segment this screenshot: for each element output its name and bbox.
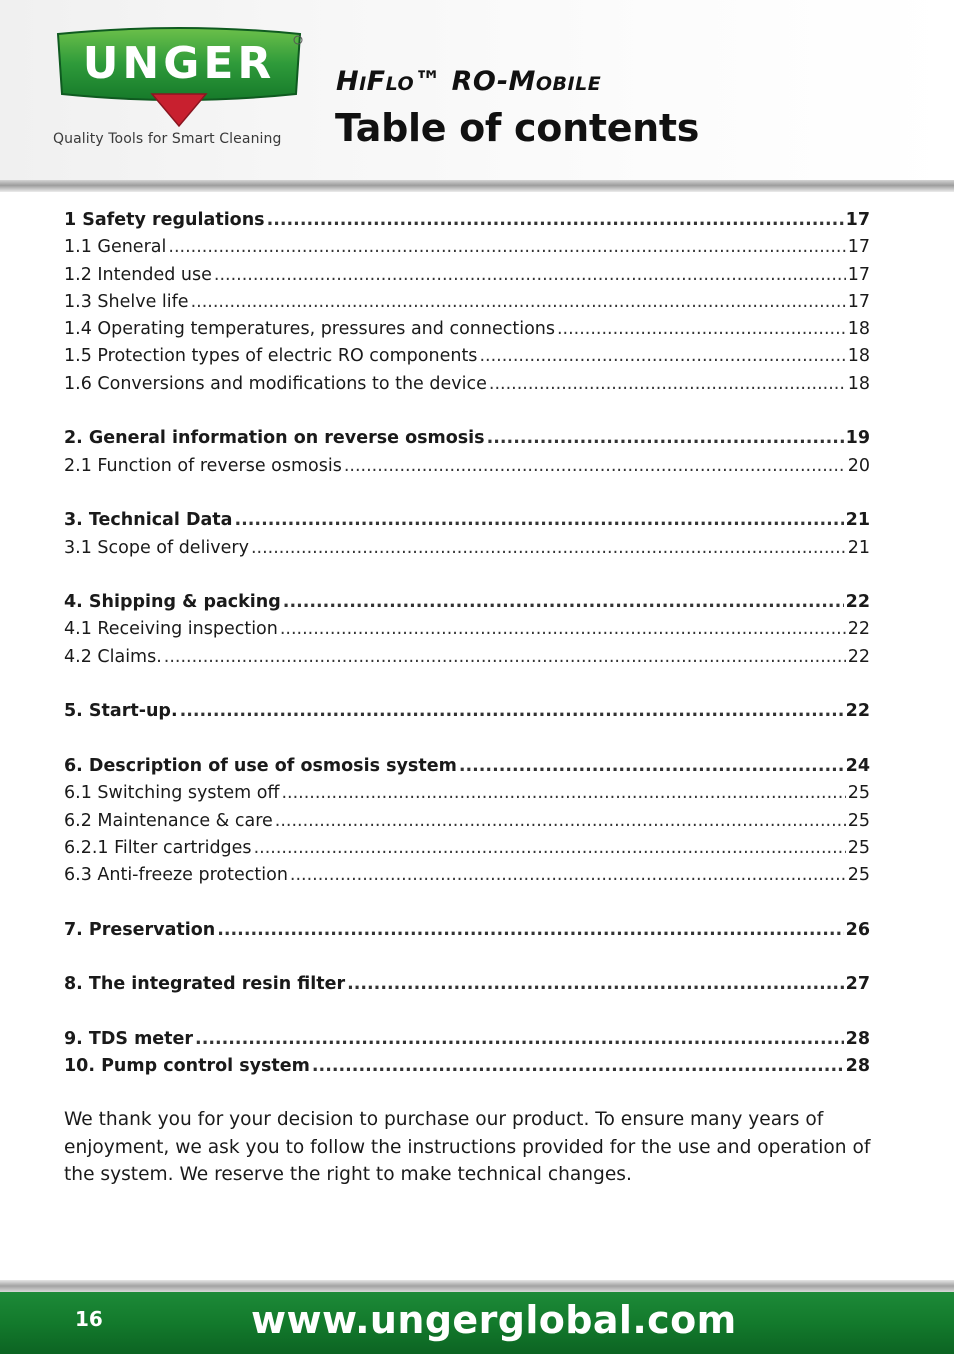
toc-item[interactable]: 3. Technical Data ..... 21: [64, 507, 870, 534]
toc-item[interactable]: 4. Shipping & packing ..... 22: [64, 589, 870, 616]
toc-page-number: 22: [847, 646, 870, 667]
toc-page-number: 25: [847, 837, 870, 858]
toc-page-number: 17: [847, 237, 870, 258]
toc-page-number: 22: [847, 619, 870, 640]
toc-page-number: 21: [847, 537, 870, 558]
toc-item[interactable]: 6.1 Switching system off ..... 25: [64, 780, 870, 807]
toc-item[interactable]: 1 Safety regulations ..... 17: [64, 207, 870, 234]
toc-page-number: 18: [847, 373, 870, 394]
tagline: Quality Tools for Smart Cleaning: [53, 131, 282, 147]
toc-item[interactable]: 2.1 Function of reverse osmosis ..... 20: [64, 453, 870, 480]
toc-item[interactable]: 8. The integrated resin filter ..... 27: [64, 971, 870, 998]
toc-item[interactable]: 6.3 Anti-freeze protection ..... 25: [64, 862, 870, 889]
toc-item[interactable]: 1.2 Intended use ..... 17: [64, 262, 870, 289]
page-title: Table of contents: [335, 106, 700, 150]
toc-page-number: 26: [845, 919, 870, 940]
toc-page-number: 27: [845, 974, 870, 995]
toc-item[interactable]: 2. General information on reverse osmosis ..... 19: [64, 425, 870, 452]
toc-page-number: 18: [847, 319, 870, 340]
toc-page-number: 22: [845, 592, 870, 613]
table-of-contents: [64, 207, 870, 1081]
toc-item[interactable]: 5. Start-up. ..... 22: [64, 698, 870, 725]
toc-page-number: 17: [847, 291, 870, 312]
toc-item[interactable]: 1.4 Operating temperatures, pressures and connections ..... 18: [64, 316, 870, 343]
toc-item[interactable]: 6. Description of use of osmosis system ..... 24: [64, 753, 870, 780]
toc-page-number: 25: [847, 783, 870, 804]
toc-page-number: 20: [847, 455, 870, 476]
toc-page-number: 18: [847, 346, 870, 367]
toc-page-number: 25: [847, 810, 870, 831]
logo-text: UNGER: [82, 38, 276, 89]
footer-divider: [0, 1280, 954, 1292]
toc-page-number: 19: [845, 428, 870, 449]
header-divider: [0, 180, 954, 192]
toc-page-number: 25: [847, 865, 870, 886]
toc-page-number: 28: [845, 1028, 870, 1049]
toc-page-number: 17: [845, 210, 870, 230]
website-link[interactable]: www.ungerglobal.com: [251, 1298, 737, 1342]
toc-item[interactable]: 1.5 Protection types of electric RO components ..... 18: [64, 343, 870, 370]
unger-logo: [50, 24, 308, 128]
toc-item[interactable]: 1.1 General ..... 17: [64, 234, 870, 261]
toc-item[interactable]: 9. TDS meter ..... 28: [64, 1026, 870, 1053]
toc-page-number: 17: [847, 264, 870, 285]
toc-item[interactable]: 1.6 Conversions and modifications to the device ..... 18: [64, 371, 870, 398]
toc-item[interactable]: 3.1 Scope of delivery ..... 21: [64, 535, 870, 562]
toc-item[interactable]: 1.3 Shelve life ..... 17: [64, 289, 870, 316]
toc-item[interactable]: 4.1 Receiving inspection ..... 22: [64, 616, 870, 643]
toc-item[interactable]: 4.2 Claims. ..... 22: [64, 644, 870, 671]
product-name: HiFlo™ RO-Mobile: [336, 66, 602, 97]
toc-page-number: 28: [845, 1056, 870, 1077]
toc-item[interactable]: 7. Preservation ..... 26: [64, 917, 870, 944]
toc-item[interactable]: 6.2.1 Filter cartridges ..... 25: [64, 835, 870, 862]
toc-page-number: 21: [845, 510, 870, 531]
toc-item[interactable]: 10. Pump control system ..... 28: [64, 1053, 870, 1080]
toc-page-number: 22: [845, 701, 870, 722]
page-number: 16: [75, 1307, 103, 1331]
toc-page-number: 24: [845, 755, 870, 776]
toc-item[interactable]: 6.2 Maintenance & care ..... 25: [64, 808, 870, 835]
intro-paragraph: We thank you for your decision to purchase our product. To ensure many years of enjoyment, we ask you to follow the instructions provided for the use and operation of the system. We reserve the right to make technical changes.: [64, 1109, 871, 1185]
